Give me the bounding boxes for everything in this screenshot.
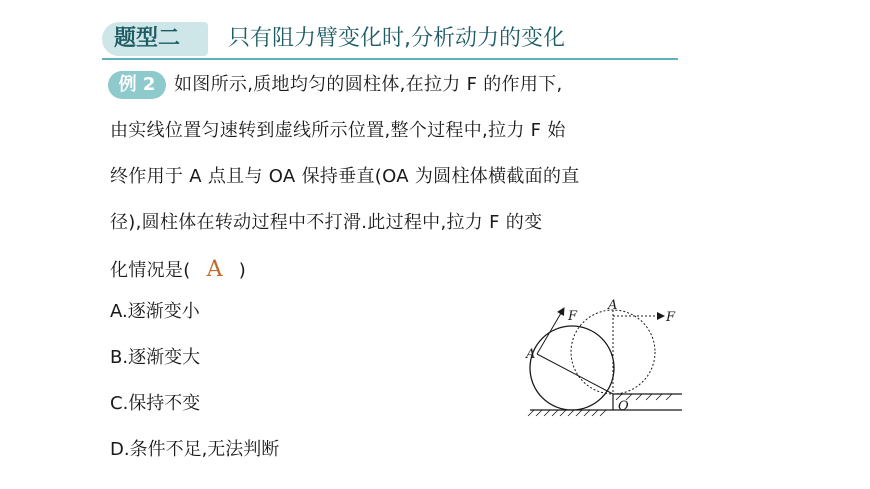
diameter-solid [537,354,613,394]
section-title: 只有阻力臂变化时,分析动力的变化 [228,26,565,51]
label-f-right: F [666,310,676,325]
label-a-top: A [608,298,618,313]
question-line-5-prefix: 化情况是( [110,260,191,281]
option-a[interactable]: A.逐渐变小 [110,301,200,322]
section-badge: 题型二 [102,22,208,56]
question-line-4: 径),圆柱体在转动过程中不打滑.此过程中,拉力 F 的变 [110,212,543,233]
ground-hatching [528,410,606,416]
example-badge: 例 2 [108,71,166,99]
cylinder-diagram [522,296,692,426]
label-o: O [618,399,629,414]
header-divider [102,58,678,60]
option-c[interactable]: C.保持不变 [110,393,201,414]
cylinder-solid [530,326,614,410]
option-b[interactable]: B.逐渐变大 [110,347,201,368]
question-line-3: 终作用于 A 点且与 OA 保持垂直(OA 为圆柱体横截面的直 [110,166,580,187]
option-d[interactable]: D.条件不足,无法判断 [110,439,280,460]
question-line-1: 如图所示,质地均匀的圆柱体,在拉力 F 的作用下, [174,74,563,95]
label-a-left: A [526,347,536,362]
question-line-2: 由实线位置匀速转到虚线所示位置,整个过程中,拉力 F 始 [110,120,566,141]
force-arrow-left [537,308,564,354]
section-header [102,19,678,61]
answer-mark: A [206,257,223,282]
question-line-5-suffix: ) [238,260,247,281]
question-line-5 [110,256,246,285]
label-f-left: F [568,309,578,324]
